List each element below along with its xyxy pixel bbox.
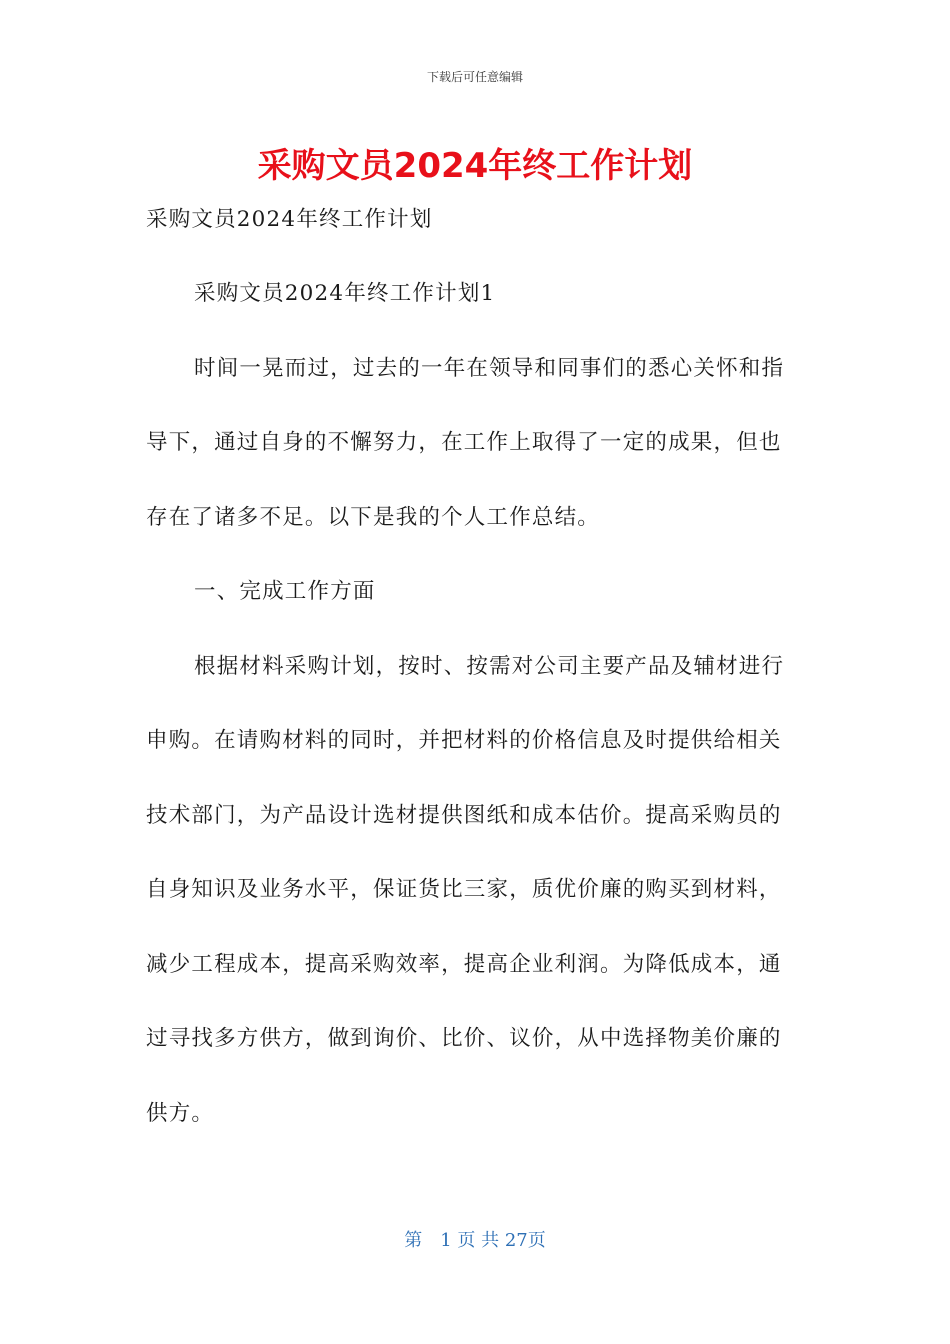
document-subtitle: 采购文员2024年终工作计划 (146, 207, 433, 232)
paragraph-section-heading: 采购文员2024年终工作计划1 (194, 281, 496, 306)
paragraph-procurement-details: 根据材料采购计划，按时、按需对公司主要产品及辅材进行申购。在请购材料的同时，并把材料的价格信息及时提供给相关技术部门，为产品设计选材提供图纸和成本估价。提高采购员的自身知识及业务水平，保证货比三家，质优价廉的购买到材料，减少工程成本，提高采购效率，提高企业利润。为降低成本，通过寻找多方供方，做到询价、比价、议价，从中选择物美价廉的供方。 (146, 653, 785, 1126)
paragraph-heading-work-completed: 一、完成工作方面 (194, 579, 376, 604)
page-number-footer: 第 1 页 共 27页 (404, 1230, 546, 1251)
document-body (146, 257, 796, 1151)
paragraph-intro: 时间一晃而过，过去的一年在领导和同事们的悉心关怀和指导下，通过自身的不懈努力，在工作上取得了一定的成果，但也存在了诸多不足。以下是我的个人工作总结。 (146, 355, 785, 530)
document-title: 采购文员2024年终工作计划 (257, 146, 693, 186)
header-note: 下载后可任意编辑 (426, 70, 523, 84)
